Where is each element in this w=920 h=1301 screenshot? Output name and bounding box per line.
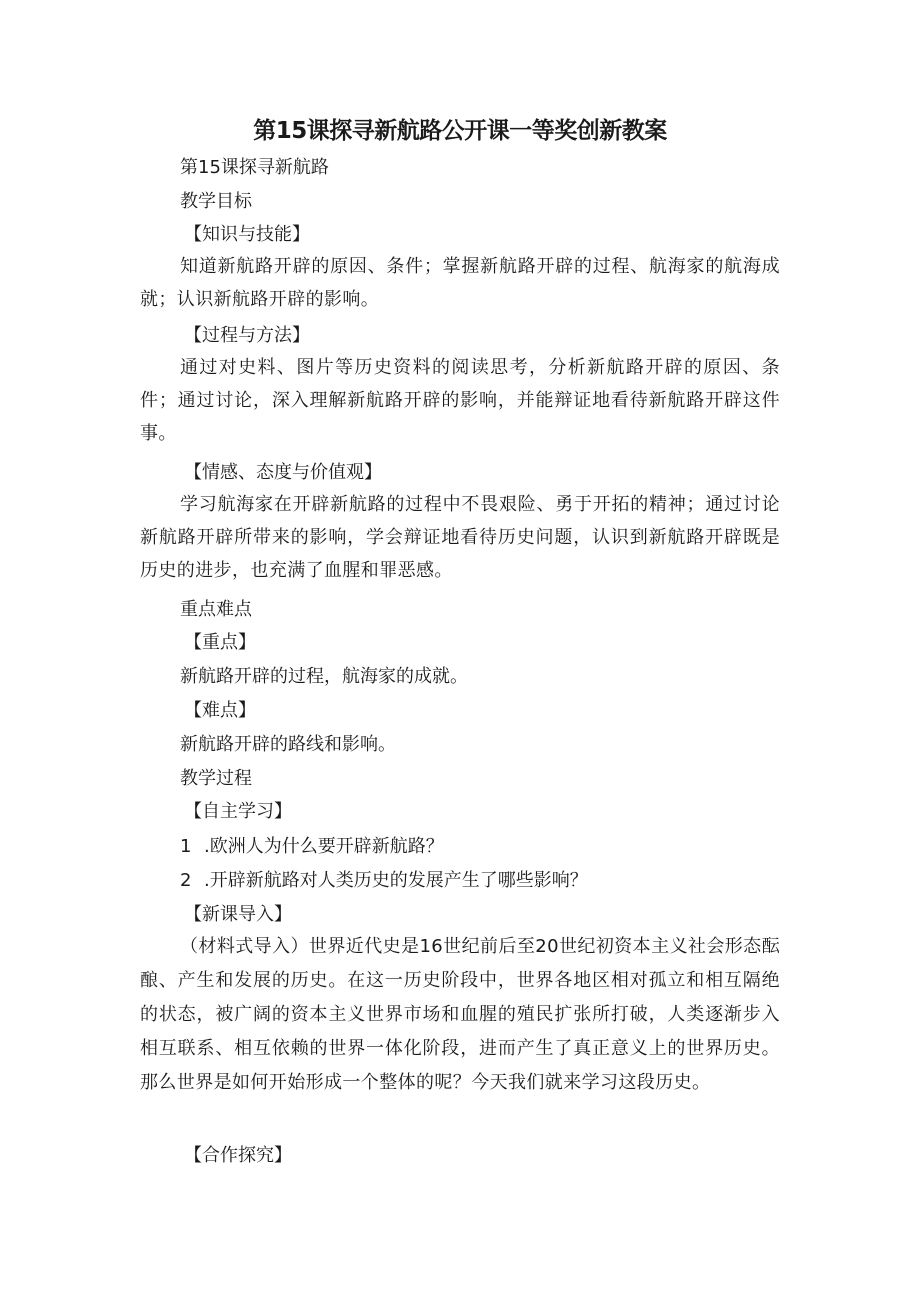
process-method-paragraph: 通过对史料、图片等历史资料的阅读思考，分析新航路开辟的原因、条件；通过讨论，深入理解新航路开辟的影响，并能辩证地看待新航路开辟这件事。 bbox=[140, 357, 780, 444]
question-item bbox=[180, 866, 588, 892]
cooperate-heading: 【合作探究】 bbox=[184, 1145, 292, 1166]
document-title: 第15课探寻新航路公开课一等奖创新教案 bbox=[253, 118, 667, 144]
intro-paragraph: （材料式导入）世界近代史是16世纪前后至20世纪初资本主义社会形态酝酿、产生和发展的历史。在这一历史阶段中，世界各地区相对孤立和相互隔绝的状态，被广阔的资本主义世界市场和血腥的殖民扩张所打破，人类逐渐步入相互联系、相互依赖的世界一体化阶段，进而产生了真正意义上的世界历史。那么世界是如何开始形成一个整体的呢？今天我们就来学习这段历史。 bbox=[140, 936, 780, 1093]
key-heading: 【重点】 bbox=[184, 632, 256, 653]
difficult-paragraph: 新航路开辟的路线和影响。 bbox=[180, 734, 396, 755]
section-process-heading: 教学过程 bbox=[180, 768, 252, 789]
intro-heading: 【新课导入】 bbox=[184, 904, 292, 925]
question-item bbox=[180, 832, 444, 858]
difficult-heading: 【难点】 bbox=[184, 700, 256, 721]
self-study-heading: 【自主学习】 bbox=[184, 801, 292, 822]
question-text: .开辟新航路对人类历史的发展产生了哪些影响？ bbox=[204, 870, 588, 891]
question-number: 2 bbox=[180, 870, 192, 891]
lesson-subtitle: 第15课探寻新航路 bbox=[180, 157, 329, 178]
emotion-heading: 【情感、态度与价值观】 bbox=[184, 462, 382, 483]
process-method-heading: 【过程与方法】 bbox=[184, 325, 310, 346]
question-number: 1 bbox=[180, 836, 192, 857]
section-keypoints-heading: 重点难点 bbox=[180, 599, 252, 620]
question-text: .欧洲人为什么要开辟新航路？ bbox=[204, 836, 444, 857]
section-objectives-heading: 教学目标 bbox=[180, 191, 252, 212]
knowledge-heading: 【知识与技能】 bbox=[184, 224, 310, 245]
emotion-paragraph: 学习航海家在开辟新航路的过程中不畏艰险、勇于开拓的精神；通过讨论新航路开辟所带来的影响，学会辩证地看待历史问题，认识到新航路开辟既是历史的进步，也充满了血腥和罪恶感。 bbox=[140, 494, 780, 581]
knowledge-paragraph: 知道新航路开辟的原因、条件；掌握新航路开辟的过程、航海家的航海成就；认识新航路开辟的影响。 bbox=[140, 256, 780, 310]
key-paragraph: 新航路开辟的过程，航海家的成就。 bbox=[180, 666, 468, 687]
